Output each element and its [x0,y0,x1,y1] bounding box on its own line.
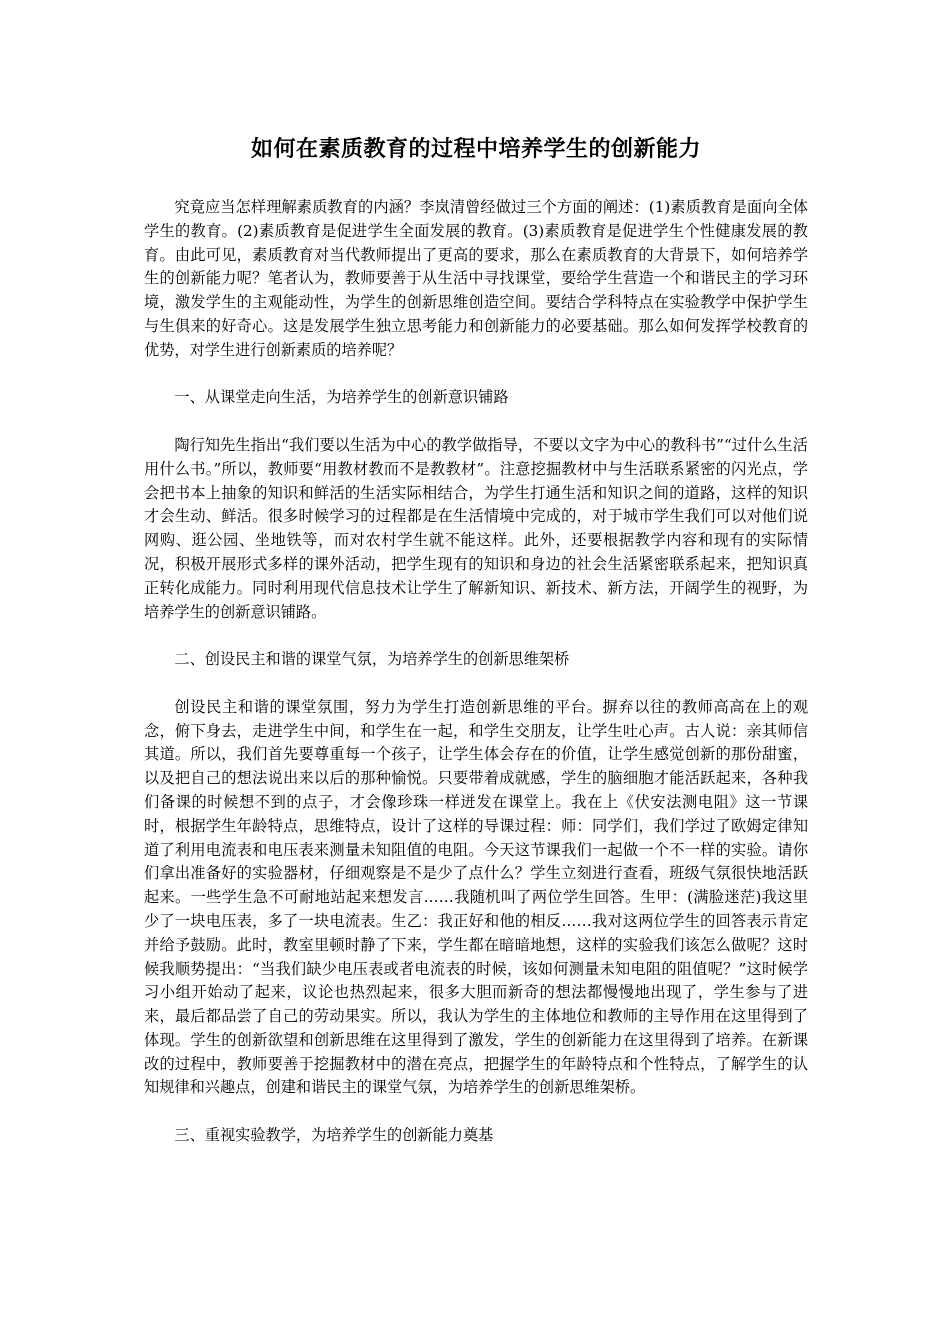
section-heading-1: 一、从课堂走向生活，为培养学生的创新意识铺路 [174,388,509,407]
document-body [144,196,808,1148]
section-1-paragraph: 陶行知先生指出“我们要以生活为中心的教学做指导，不要以文字为中心的教科书”“过什么生活用什么书。”所以，教师要“用教材教而不是教教材”。注意挖掘教材中与生活联系紧密的闪光点，学会把书本上抽象的知识和鲜活的生活实际相结合，为学生打通生活和知识之间的道路，这样的知识才会生动、鲜活。很多时候学习的过程都是在生活情境中完成的，对于城市学生我们可以对他们说网购、逛公园、坐地铁等，而对农村学生就不能这样。此外，还要根据教学内容和现有的实际情况，积极开展形式多样的课外活动，把学生现有的知识和身边的社会生活紧密联系起来，把知识真正转化成能力。同时利用现代信息技术让学生了解新知识、新技术、新方法，开阔学生的视野，为培养学生的创新意识铺路。 [144,435,808,621]
document-title: 如何在素质教育的过程中培养学生的创新能力 [250,136,701,162]
paragraph-spacer [144,624,808,648]
section-heading-3: 三、重视实验教学，为培养学生的创新能力奠基 [174,1126,494,1145]
paragraph-spacer [144,363,808,387]
intro-paragraph: 究竟应当怎样理解素质教育的内涵？李岚清曾经做过三个方面的阐述：(1)素质教育是面向全体学生的教育。(2)素质教育是促进学生全面发展的教育。(3)素质教育是促进学生个性健康发展的教育。由此可见，素质教育对当代教师提出了更高的要求，那么在素质教育的大背景下，如何培养学生的创新能力呢？笔者认为，教师要善于从生活中寻找课堂，要给学生营造一个和谐民主的学习环境，激发学生的主观能动性，为学生的创新思维创造空间。要结合学科特点在实验教学中保护学生与生俱来的好奇心。这是发展学生独立思考能力和创新能力的必要基础。那么如何发挥学校教育的优势，对学生进行创新素质的培养呢？ [144,198,808,359]
paragraph-spacer [144,672,808,696]
paragraph-spacer [144,410,808,434]
paragraph-spacer [144,1100,808,1124]
section-heading-2: 二、创设民主和谐的课堂气氛，为培养学生的创新思维架桥 [174,650,570,669]
section-2-paragraph: 创设民主和谐的课堂氛围，努力为学生打造创新思维的平台。摒弃以往的教师高高在上的观念，俯下身去，走进学生中间，和学生在一起，和学生交朋友，让学生吐心声。古人说：亲其师信其道。所以，我们首先要尊重每一个孩子，让学生体会存在的价值，让学生感觉创新的那份甜蜜，以及把自己的想法说出来以后的那种愉悦。只要带着成就感，学生的脑细胞才能活跃起来，各种我们备课的时候想不到的点子，才会像珍珠一样迸发在课堂上。我在上《伏安法测电阻》这一节课时，根据学生年龄特点，思维特点，设计了这样的导课过程：师：同学们，我们学过了欧姆定律知道了利用电流表和电压表来测量未知阻值的电阻。今天这节课我们一起做一个不一样的实验。请你们拿出准备好的实验器材，仔细观察是不是少了点什么？学生立刻进行查看，班级气氛很快地活跃起来。一些学生急不可耐地站起来想发言……我随机叫了两位学生回答。生甲：(满脸迷茫)我这里少了一块电压表，多了一块电流表。生乙：我正好和他的相反……我对这两位学生的回答表示肯定并给予鼓励。此时，教室里顿时静了下来，学生都在暗暗地想，这样的实验我们该怎么做呢？这时候我顺势提出：“当我们缺少电压表或者电流表的时候，该如何测量未知电阻的阻值呢？”这时候学习小组开始动了起来，议论也热烈起来，很多大胆而新奇的想法都慢慢地出现了，学生参与了进来，最后都品尝了自己的劳动果实。所以，我认为学生的主体地位和教师的主导作用在这里得到了体现。学生的创新欲望和创新思维在这里得到了激发，学生的创新能力在这里得到了培养。在新课改的过程中，教师要善于挖掘教材中的潜在亮点，把握学生的年龄特点和个性特点，了解学生的认知规律和兴趣点，创建和谐民主的课堂气氛，为培养学生的创新思维架桥。 [144,697,808,1097]
